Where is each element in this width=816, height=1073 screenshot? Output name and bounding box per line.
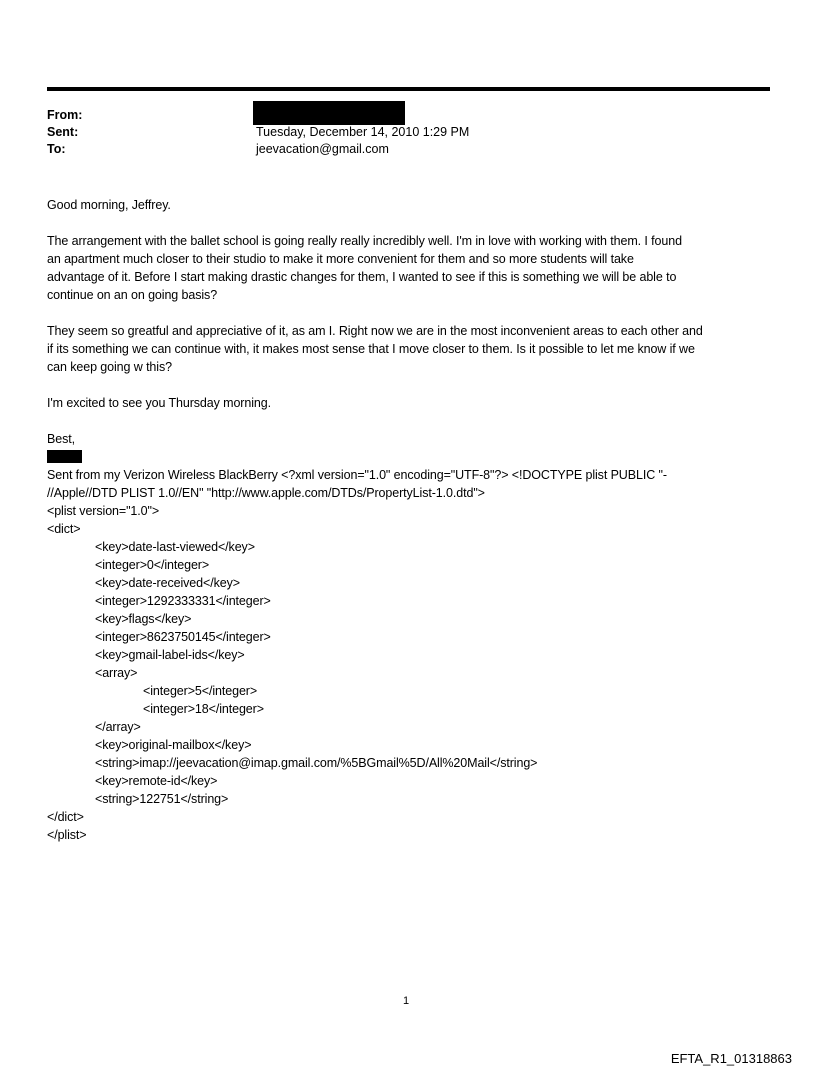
- sent-label: Sent:: [47, 125, 79, 139]
- redaction-box-signature: [47, 450, 82, 463]
- body-line: //Apple//DTD PLIST 1.0//EN" "http://www.apple.com/DTDs/PropertyList-1.0.dtd">: [47, 486, 485, 500]
- body-line: advantage of it. Before I start making drastic changes for them, I wanted to see if this is something we will be able to: [47, 270, 677, 284]
- body-line: <integer>8623750145</integer>: [95, 630, 271, 644]
- body-line: <key>date-last-viewed</key>: [95, 540, 255, 554]
- body-line: <plist version="1.0">: [47, 504, 160, 518]
- bates-number: EFTA_R1_01318863: [670, 1051, 792, 1066]
- body-line: <array>: [95, 666, 138, 680]
- email-body: [47, 196, 812, 844]
- body-line: The arrangement with the ballet school is going really really incredibly well. I'm in love with working with them. I found: [47, 234, 682, 248]
- body-line: <integer>0</integer>: [95, 558, 210, 572]
- body-line: <string>122751</string>: [95, 792, 229, 806]
- from-label: From:: [47, 108, 83, 122]
- body-line: if its something we can continue with, it makes most sense that I move closer to them. Is it possible to let me know if we: [47, 342, 695, 356]
- body-line: [47, 214, 812, 232]
- header-row-to: [47, 141, 792, 158]
- body-line: <key>remote-id</key>: [95, 774, 218, 788]
- body-line: Sent from my Verizon Wireless BlackBerry <?xml version="1.0" encoding="UTF-8"?> <!DOCTYPE plist PUBLIC "-: [47, 468, 667, 482]
- to-value: jeevacation@gmail.com: [256, 142, 389, 156]
- body-line: </dict>: [47, 810, 84, 824]
- body-line: <key>date-received</key>: [95, 576, 240, 590]
- body-line: They seem so greatful and appreciative of it, as am I. Right now we are in the most inconvenient areas to each other and: [47, 324, 703, 338]
- header-divider-rule: [47, 87, 770, 91]
- body-line: <integer>18</integer>: [143, 702, 264, 716]
- body-line: [47, 304, 812, 322]
- body-line: Good morning, Jeffrey.: [47, 198, 171, 212]
- body-line: an apartment much closer to their studio to make it more convenient for them and so more students will take: [47, 252, 634, 266]
- body-line: </plist>: [47, 828, 87, 842]
- body-line: I'm excited to see you Thursday morning.: [47, 396, 271, 410]
- body-line: [47, 376, 812, 394]
- page-number: 1: [403, 995, 410, 1007]
- redacted-signature-line: [47, 448, 812, 466]
- body-line: <key>gmail-label-ids</key>: [95, 648, 245, 662]
- body-line: <string>imap://jeevacation@imap.gmail.com/%5BGmail%5D/All%20Mail</string>: [95, 756, 538, 770]
- header-row-sent: [47, 124, 792, 141]
- sent-value: Tuesday, December 14, 2010 1:29 PM: [256, 125, 470, 139]
- header-row-from: [47, 107, 792, 124]
- body-line: can keep going w this?: [47, 360, 172, 374]
- body-line: <dict>: [47, 522, 81, 536]
- to-label: To:: [47, 142, 66, 156]
- body-line: <key>original-mailbox</key>: [95, 738, 252, 752]
- body-line: continue on an on going basis?: [47, 288, 218, 302]
- email-header: [47, 107, 792, 158]
- body-line: </array>: [95, 720, 141, 734]
- redaction-box-from: [253, 101, 405, 125]
- body-line: [47, 412, 812, 430]
- body-line: Best,: [47, 432, 75, 446]
- body-line: <integer>5</integer>: [143, 684, 258, 698]
- body-line: <key>flags</key>: [95, 612, 192, 626]
- body-line: <integer>1292333331</integer>: [95, 594, 271, 608]
